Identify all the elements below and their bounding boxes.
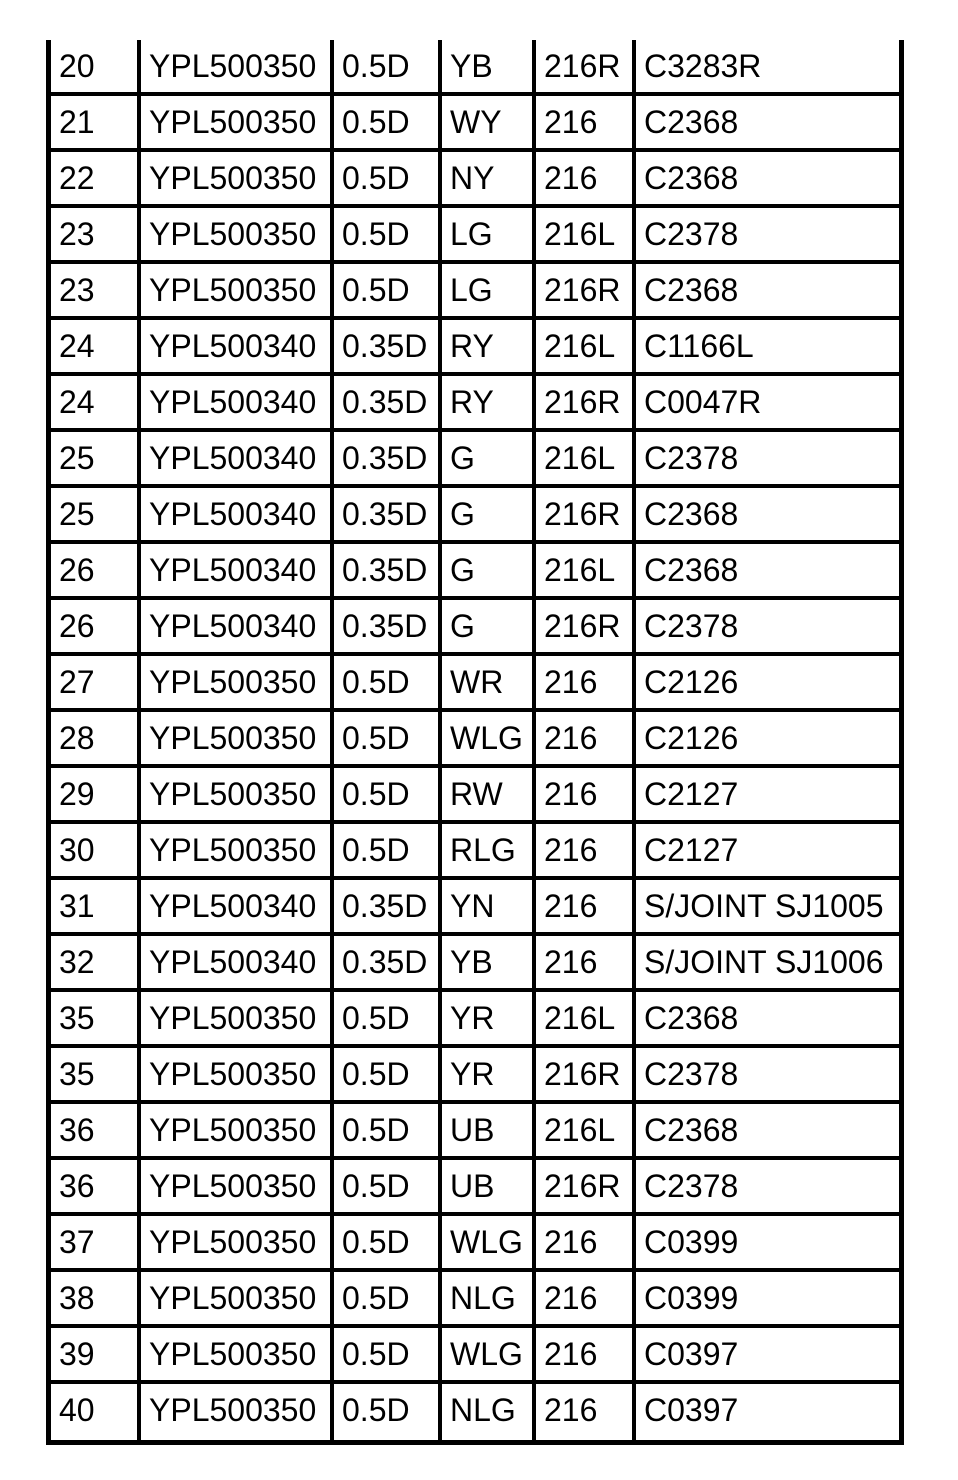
part-number-cell: YPL500340 [141,600,334,652]
wire-colour-cell: WLG [442,712,536,764]
wire-size-cell: 0.5D [334,1328,442,1380]
wire-colour-cell: WR [442,656,536,708]
terminal-cell: 216 [536,712,636,764]
destination-cell: C3283R [644,48,762,84]
wire-colour-cell: G [442,432,536,484]
part-number-cell: YPL500340 [141,936,334,988]
wire-size-cell: 0.5D [334,1104,442,1156]
destination-cell: C0047R [644,384,762,420]
destination-cell: C0397 [644,1336,739,1372]
terminal-cell: 216R [536,376,636,428]
destination-cell: C2368 [644,552,739,588]
destination-cell: C2378 [644,1168,739,1204]
terminal-cell: 216 [536,880,636,932]
terminal-cell: 216R [536,40,636,92]
circuit-number-cell: 32 [51,936,141,988]
part-number-cell: YPL500340 [141,544,334,596]
circuit-number-cell: 37 [51,1216,141,1268]
table-row [51,376,899,432]
terminal-cell: 216 [536,152,636,204]
wire-colour-cell: RY [442,320,536,372]
wire-size-cell: 0.35D [334,376,442,428]
wire-colour-cell: G [442,544,536,596]
table-row [51,96,899,152]
circuit-number-cell: 30 [51,824,141,876]
table-row [51,152,899,208]
terminal-cell: 216R [536,1160,636,1212]
terminal-cell: 216 [536,768,636,820]
wire-colour-cell: RLG [442,824,536,876]
destination-cell: C2127 [644,832,739,868]
wire-colour-cell: YB [442,936,536,988]
destination-cell: C2368 [644,272,739,308]
wire-colour-cell: YN [442,880,536,932]
circuit-number-cell: 40 [51,1384,141,1440]
terminal-cell: 216R [536,488,636,540]
wire-size-cell: 0.5D [334,208,442,260]
table-row [51,40,899,96]
wire-size-cell: 0.35D [334,488,442,540]
table-row [51,936,899,992]
part-number-cell: YPL500350 [141,208,334,260]
wiring-table [46,40,904,1445]
part-number-cell: YPL500350 [141,992,334,1044]
part-number-cell: YPL500350 [141,152,334,204]
circuit-number-cell: 22 [51,152,141,204]
terminal-cell: 216L [536,992,636,1044]
wire-size-cell: 0.5D [334,40,442,92]
circuit-number-cell: 21 [51,96,141,148]
part-number-cell: YPL500350 [141,40,334,92]
table-row [51,1272,899,1328]
table-row [51,768,899,824]
table-row [51,1384,899,1440]
destination-cell: C0399 [644,1280,739,1316]
table-row [51,1160,899,1216]
wire-colour-cell: RY [442,376,536,428]
wire-size-cell: 0.35D [334,544,442,596]
wire-colour-cell: WLG [442,1216,536,1268]
table-row [51,600,899,656]
wire-size-cell: 0.35D [334,936,442,988]
wire-size-cell: 0.35D [334,880,442,932]
circuit-number-cell: 39 [51,1328,141,1380]
table-row [51,1328,899,1384]
table-row [51,1216,899,1272]
terminal-cell: 216R [536,1048,636,1100]
terminal-cell: 216L [536,544,636,596]
terminal-cell: 216 [536,936,636,988]
part-number-cell: YPL500350 [141,1048,334,1100]
wire-size-cell: 0.5D [334,768,442,820]
destination-cell: C2378 [644,216,739,252]
wire-size-cell: 0.5D [334,1160,442,1212]
terminal-cell: 216 [536,96,636,148]
wire-size-cell: 0.5D [334,992,442,1044]
table-row [51,264,899,320]
destination-cell: C0399 [644,1224,739,1260]
wire-colour-cell: UB [442,1104,536,1156]
wire-size-cell: 0.35D [334,432,442,484]
circuit-number-cell: 36 [51,1104,141,1156]
terminal-cell: 216 [536,656,636,708]
wire-colour-cell: UB [442,1160,536,1212]
part-number-cell: YPL500350 [141,824,334,876]
terminal-cell: 216R [536,600,636,652]
part-number-cell: YPL500350 [141,1104,334,1156]
table-row [51,544,899,600]
wire-colour-cell: RW [442,768,536,820]
table-row [51,656,899,712]
destination-cell: C0397 [644,1392,739,1428]
circuit-number-cell: 23 [51,208,141,260]
destination-cell: C2368 [644,1000,739,1036]
circuit-number-cell: 28 [51,712,141,764]
terminal-cell: 216L [536,432,636,484]
part-number-cell: YPL500350 [141,264,334,316]
table-row [51,712,899,768]
destination-cell: S/JOINT SJ1006 [644,944,884,980]
table-row [51,1048,899,1104]
table-row [51,488,899,544]
wire-size-cell: 0.5D [334,1272,442,1324]
terminal-cell: 216 [536,1272,636,1324]
wire-colour-cell: LG [442,264,536,316]
circuit-number-cell: 24 [51,320,141,372]
wire-size-cell: 0.5D [334,824,442,876]
part-number-cell: YPL500350 [141,656,334,708]
wire-size-cell: 0.35D [334,320,442,372]
terminal-cell: 216 [536,1328,636,1380]
terminal-cell: 216 [536,824,636,876]
table-row [51,208,899,264]
terminal-cell: 216R [536,264,636,316]
circuit-number-cell: 25 [51,488,141,540]
wire-colour-cell: NLG [442,1384,536,1440]
part-number-cell: YPL500350 [141,1328,334,1380]
circuit-number-cell: 26 [51,544,141,596]
part-number-cell: YPL500340 [141,320,334,372]
table-row [51,320,899,376]
wire-size-cell: 0.5D [334,264,442,316]
wire-colour-cell: YR [442,992,536,1044]
part-number-cell: YPL500350 [141,1384,334,1440]
terminal-cell: 216L [536,208,636,260]
wire-size-cell: 0.5D [334,152,442,204]
wire-colour-cell: WLG [442,1328,536,1380]
wire-colour-cell: YR [442,1048,536,1100]
part-number-cell: YPL500350 [141,96,334,148]
destination-cell: C2378 [644,608,739,644]
table-row [51,992,899,1048]
wire-size-cell: 0.5D [334,1216,442,1268]
wire-size-cell: 0.5D [334,656,442,708]
circuit-number-cell: 27 [51,656,141,708]
circuit-number-cell: 25 [51,432,141,484]
part-number-cell: YPL500350 [141,1216,334,1268]
part-number-cell: YPL500350 [141,712,334,764]
wire-size-cell: 0.5D [334,1384,442,1440]
wire-size-cell: 0.5D [334,712,442,764]
destination-cell: C1166L [644,328,754,364]
circuit-number-cell: 38 [51,1272,141,1324]
destination-cell: C2368 [644,160,739,196]
circuit-number-cell: 23 [51,264,141,316]
wire-colour-cell: WY [442,96,536,148]
circuit-number-cell: 26 [51,600,141,652]
terminal-cell: 216L [536,320,636,372]
destination-cell: C2378 [644,440,739,476]
destination-cell: C2126 [644,664,739,700]
table-row [51,432,899,488]
part-number-cell: YPL500350 [141,768,334,820]
wire-colour-cell: G [442,600,536,652]
circuit-number-cell: 36 [51,1160,141,1212]
destination-cell: C2368 [644,496,739,532]
table-row [51,1104,899,1160]
destination-cell: C2127 [644,776,739,812]
circuit-number-cell: 20 [51,40,141,92]
terminal-cell: 216L [536,1104,636,1156]
wire-size-cell: 0.35D [334,600,442,652]
wire-colour-cell: YB [442,40,536,92]
wire-colour-cell: LG [442,208,536,260]
terminal-cell: 216 [536,1216,636,1268]
circuit-number-cell: 24 [51,376,141,428]
circuit-number-cell: 31 [51,880,141,932]
circuit-number-cell: 35 [51,992,141,1044]
part-number-cell: YPL500340 [141,488,334,540]
destination-cell: S/JOINT SJ1005 [644,888,884,924]
terminal-cell: 216 [536,1384,636,1440]
table-row [51,880,899,936]
destination-cell: C2126 [644,720,739,756]
destination-cell: C2368 [644,1112,739,1148]
wire-size-cell: 0.5D [334,1048,442,1100]
part-number-cell: YPL500340 [141,376,334,428]
destination-cell: C2368 [644,104,739,140]
destination-cell: C2378 [644,1056,739,1092]
wire-colour-cell: G [442,488,536,540]
circuit-number-cell: 29 [51,768,141,820]
table-row [51,824,899,880]
wire-size-cell: 0.5D [334,96,442,148]
part-number-cell: YPL500350 [141,1160,334,1212]
part-number-cell: YPL500340 [141,432,334,484]
wire-colour-cell: NY [442,152,536,204]
circuit-number-cell: 35 [51,1048,141,1100]
part-number-cell: YPL500350 [141,1272,334,1324]
part-number-cell: YPL500340 [141,880,334,932]
wire-colour-cell: NLG [442,1272,536,1324]
